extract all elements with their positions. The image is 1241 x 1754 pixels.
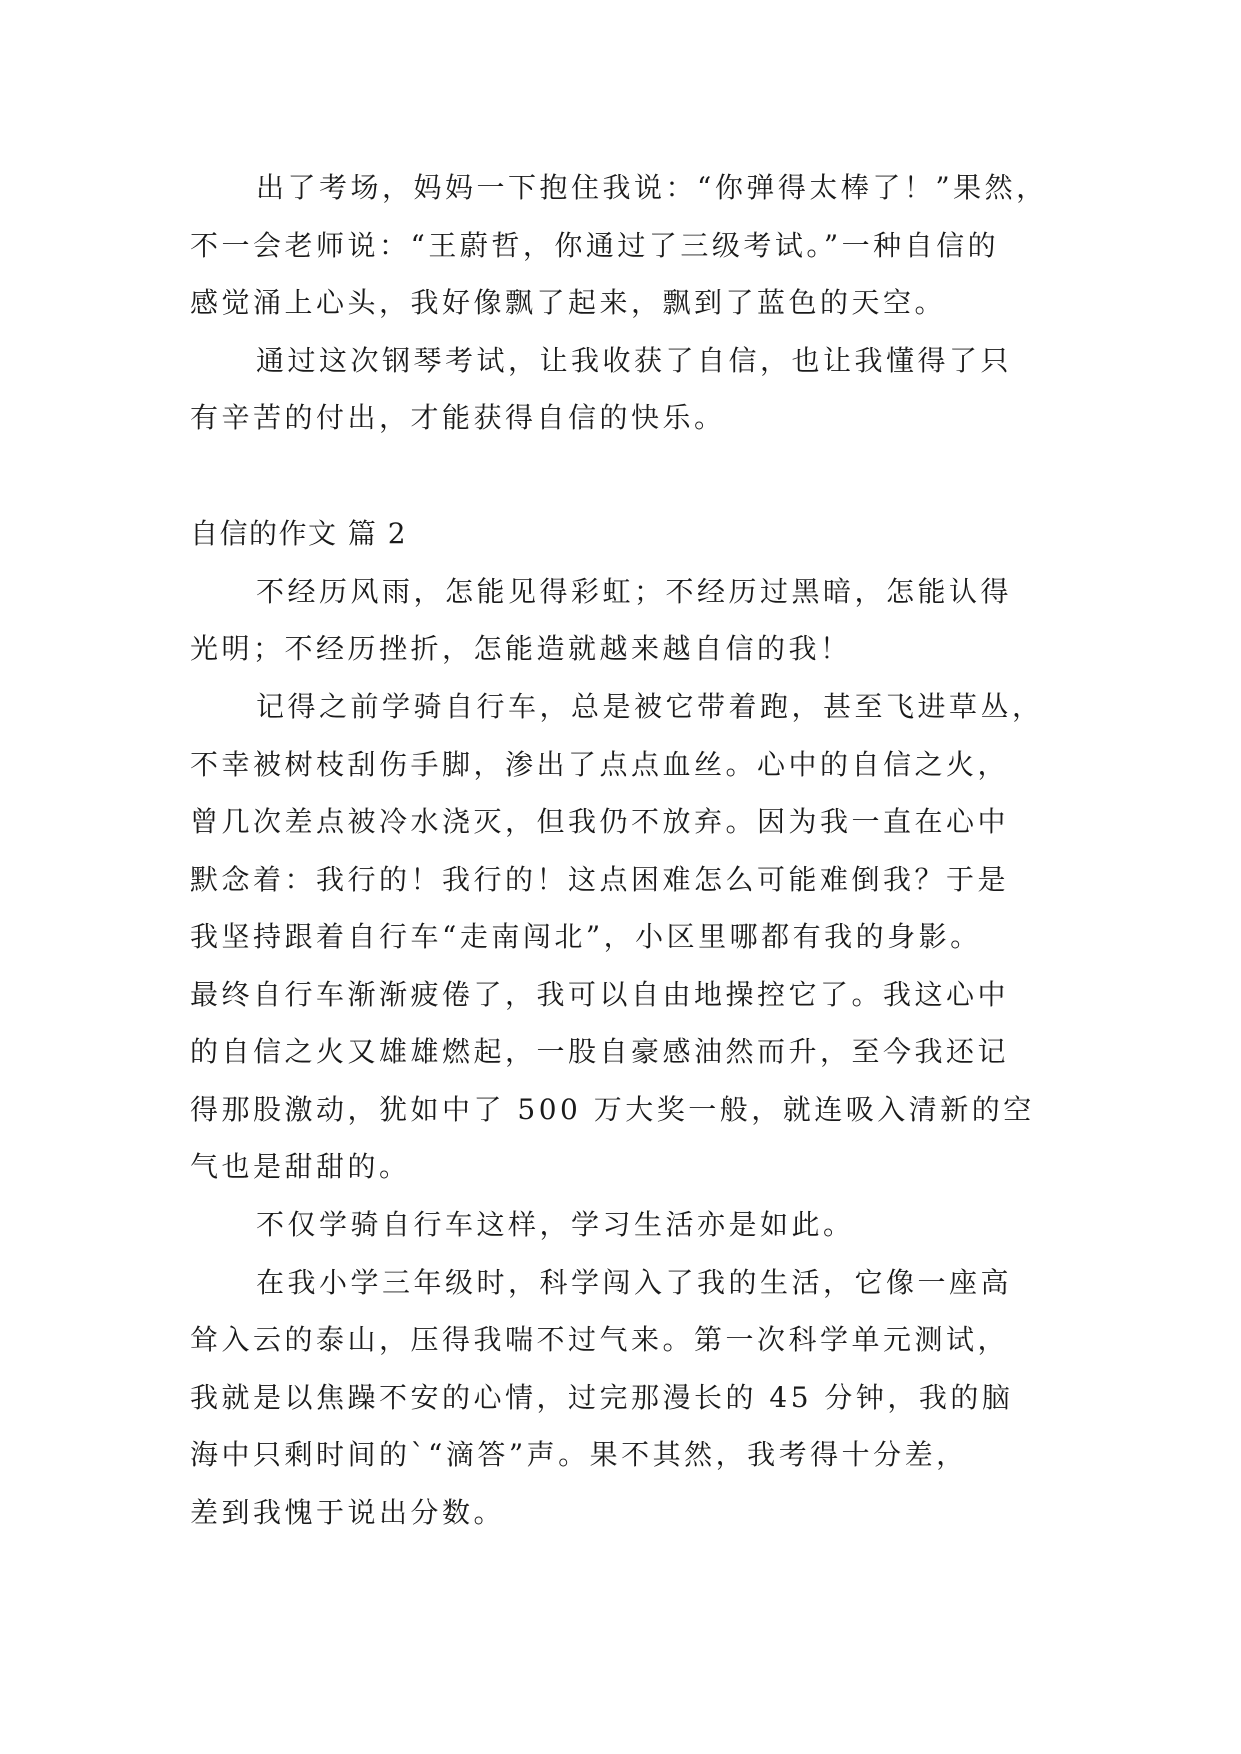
paragraph-line: 最终自行车渐渐疲倦了，我可以自由地操控它了。我这心中 bbox=[190, 978, 1010, 1011]
paragraph-line: 得那股激动，犹如中了 500 万大奖一般，就连吸入清新的空 bbox=[190, 1093, 1035, 1126]
paragraph-line: 默念着：我行的！我行的！这点困难怎么可能难倒我？于是 bbox=[190, 863, 1010, 896]
paragraph-line: 我就是以焦躁不安的心情，过完那漫长的 45 分钟，我的脑 bbox=[190, 1381, 1014, 1414]
paragraph-line: 耸入云的泰山，压得我喘不过气来。第一次科学单元测试， bbox=[190, 1323, 1010, 1356]
paragraph-line: 我坚持跟着自行车“走南闯北”，小区里哪都有我的身影。 bbox=[190, 920, 982, 953]
paragraph-line: 出了考场，妈妈一下抱住我说：“你弹得太棒了！”果然， bbox=[256, 171, 1048, 204]
paragraph-line: 的自信之火又雄雄燃起，一股自豪感油然而升，至今我还记 bbox=[190, 1035, 1010, 1068]
paragraph-line: 感觉涌上心头，我好像飘了起来，飘到了蓝色的天空。 bbox=[190, 286, 947, 319]
paragraph-line: 有辛苦的付出，才能获得自信的快乐。 bbox=[190, 401, 726, 434]
paragraph-line: 不一会老师说：“王蔚哲，你通过了三级考试。”一种自信的 bbox=[190, 229, 1000, 262]
paragraph-line: 曾几次差点被冷水浇灭，但我仍不放弃。因为我一直在心中 bbox=[190, 805, 1010, 838]
paragraph-line: 不经历风雨，怎能见得彩虹；不经历过黑暗，怎能认得 bbox=[256, 575, 1013, 608]
paragraph-line: 光明；不经历挫折，怎能造就越来越自信的我！ bbox=[190, 632, 852, 665]
paragraph-line: 气也是甜甜的。 bbox=[190, 1150, 411, 1183]
paragraph-line: 海中只剩时间的`“滴答”声。果不其然，我考得十分差， bbox=[190, 1438, 968, 1471]
paragraph-line: 不仅学骑自行车这样，学习生活亦是如此。 bbox=[256, 1208, 855, 1241]
paragraph-line: 差到我愧于说出分数。 bbox=[190, 1496, 506, 1529]
section-heading: 自信的作文 篇 2 bbox=[190, 517, 408, 550]
paragraph-line: 记得之前学骑自行车，总是被它带着跑，甚至飞进草丛， bbox=[256, 690, 1044, 723]
paragraph-line: 通过这次钢琴考试，让我收获了自信，也让我懂得了只 bbox=[256, 344, 1013, 377]
paragraph-line: 在我小学三年级时，科学闯入了我的生活，它像一座高 bbox=[256, 1266, 1013, 1299]
paragraph-line: 不幸被树枝刮伤手脚，渗出了点点血丝。心中的自信之火， bbox=[190, 748, 1010, 781]
